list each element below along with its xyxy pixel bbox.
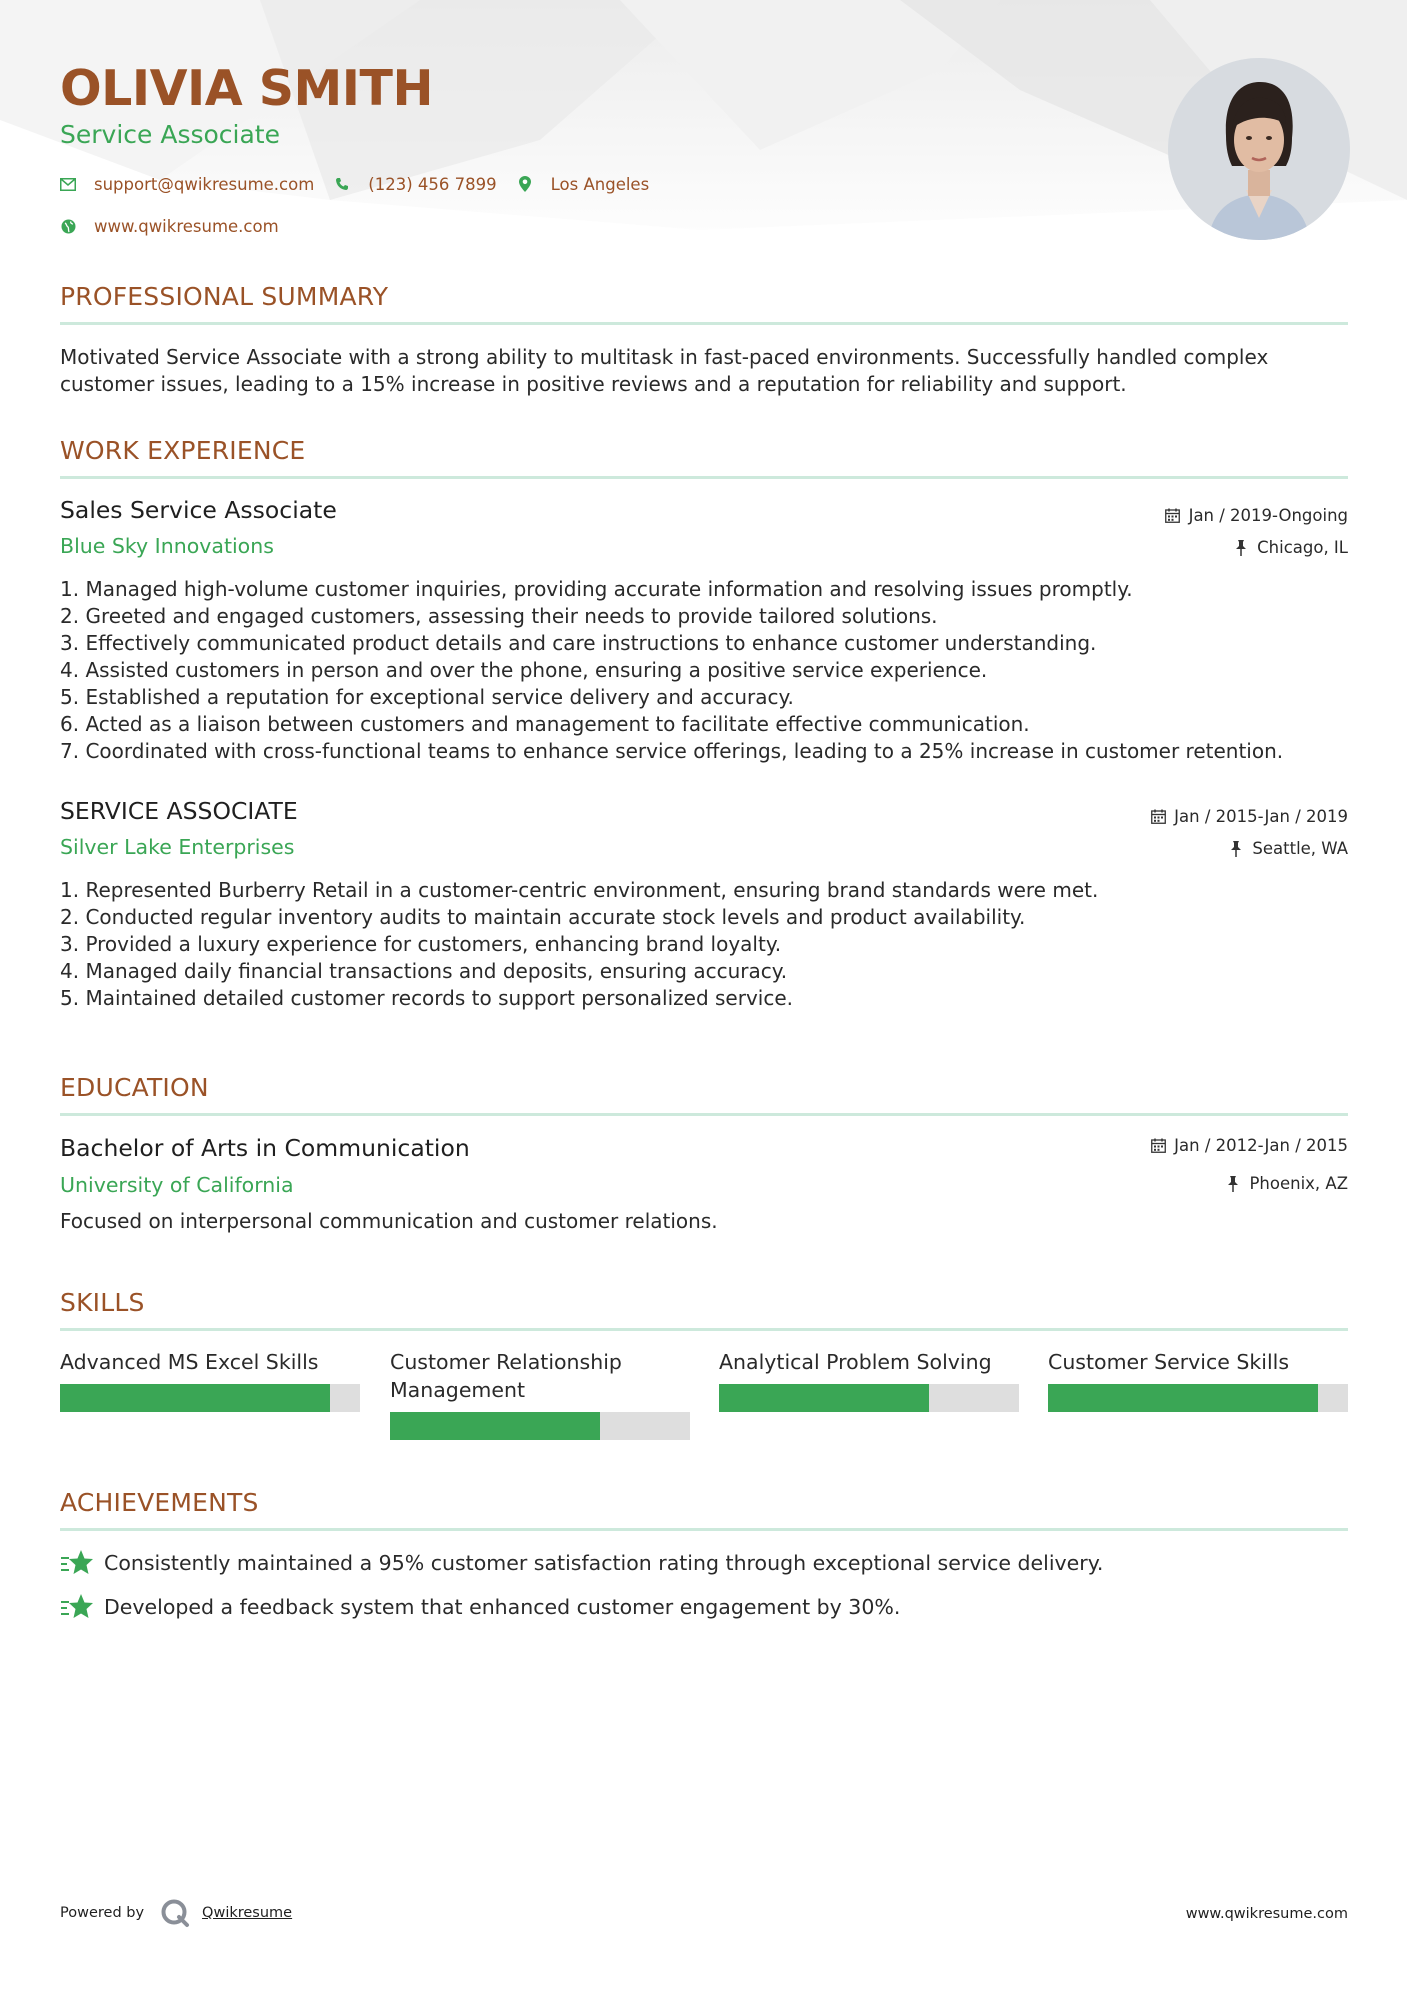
education-location <box>1225 1174 1348 1193</box>
skill-bar-fill <box>1048 1384 1318 1412</box>
skill-bar <box>1048 1384 1348 1412</box>
education-degree: Bachelor of Arts in Communication <box>60 1134 470 1162</box>
contact-website[interactable] <box>60 217 279 236</box>
powered-by-label: Powered by <box>60 1905 145 1921</box>
list-item: 4. Assisted customers in person and over the phone, ensuring a positive service experience. <box>60 658 988 682</box>
skill-item <box>390 1348 690 1440</box>
list-item: 3. Provided a luxury experience for customers, enhancing brand loyalty. <box>60 932 782 956</box>
skill-name: Analytical Problem Solving <box>719 1350 992 1374</box>
job-date <box>1150 807 1348 826</box>
section-title-summary: PROFESSIONAL SUMMARY <box>60 282 389 311</box>
calendar-icon <box>1165 508 1181 524</box>
skill-item <box>1048 1348 1348 1412</box>
contact-phone-text: (123) 456 7899 <box>368 174 497 194</box>
job-location <box>1233 538 1348 557</box>
job-duties-list <box>60 877 1348 1012</box>
footer-powered-by <box>60 1898 292 1928</box>
skill-item <box>60 1348 360 1412</box>
globe-icon <box>60 218 76 234</box>
star-badge-icon <box>60 1548 94 1578</box>
job-title: Sales Service Associate <box>60 496 337 524</box>
list-item: 2. Greeted and engaged customers, assessing their needs to provide tailored solutions. <box>60 604 938 628</box>
list-item: 6. Acted as a liaison between customers and management to facilitate effective communication. <box>60 712 1030 736</box>
skill-bar <box>60 1384 360 1412</box>
section-divider <box>60 1328 1348 1331</box>
list-item: 2. Conducted regular inventory audits to maintain accurate stock levels and product availability. <box>60 905 1026 929</box>
list-item: 1. Managed high-volume customer inquiries, providing accurate information and resolving issues promptly. <box>60 577 1133 601</box>
footer-website[interactable]: www.qwikresume.com <box>1185 1906 1348 1922</box>
map-pin-icon <box>517 176 533 192</box>
contact-email-text: support@qwikresume.com <box>94 174 315 194</box>
skill-bar-fill <box>390 1412 600 1440</box>
job-duties-list <box>60 576 1348 765</box>
pushpin-icon <box>1228 841 1244 857</box>
skill-bar <box>719 1384 1019 1412</box>
section-title-education: EDUCATION <box>60 1073 209 1102</box>
job-date-text: Jan / 2015-Jan / 2019 <box>1174 807 1348 826</box>
achievement-item <box>60 1592 900 1622</box>
list-item: 5. Established a reputation for exceptional service delivery and accuracy. <box>60 685 794 709</box>
brand-link[interactable]: Qwikresume <box>202 1905 293 1921</box>
contact-row-primary <box>60 172 669 196</box>
section-divider <box>60 322 1348 325</box>
candidate-name: OLIVIA SMITH <box>60 60 433 117</box>
summary-text: Motivated Service Associate with a strong ability to multitask in fast-paced environments. Successfully handled complex customer issues, leading to a 15% increase in positive reviews and a reputation for reliability and support. <box>60 345 1269 396</box>
skill-bar <box>390 1412 690 1440</box>
list-item: 4. Managed daily financial transactions and deposits, ensuring accuracy. <box>60 959 788 983</box>
job-title: SERVICE ASSOCIATE <box>60 797 298 825</box>
list-item: 5. Maintained detailed customer records to support personalized service. <box>60 986 793 1010</box>
phone-icon <box>334 176 350 192</box>
skill-item <box>719 1348 1019 1412</box>
job-date-text: Jan / 2019-Ongoing <box>1188 506 1348 525</box>
skill-name: Advanced MS Excel Skills <box>60 1350 319 1374</box>
section-divider <box>60 476 1348 479</box>
contact-phone[interactable] <box>334 175 496 194</box>
section-divider <box>60 1528 1348 1531</box>
contact-location-text: Los Angeles <box>550 174 650 194</box>
achievement-item <box>60 1548 1103 1578</box>
skill-bar-fill <box>60 1384 330 1412</box>
pushpin-icon <box>1233 540 1249 556</box>
envelope-icon <box>60 176 76 192</box>
achievement-text: Developed a feedback system that enhanced customer engagement by 30%. <box>104 1595 901 1619</box>
education-date-text: Jan / 2012-Jan / 2015 <box>1174 1136 1348 1155</box>
job-company: Blue Sky Innovations <box>60 534 274 558</box>
contact-row-secondary <box>60 214 299 238</box>
job-location <box>1228 839 1348 858</box>
section-title-experience: WORK EXPERIENCE <box>60 436 306 465</box>
job-location-text: Chicago, IL <box>1257 538 1348 557</box>
list-item: 7. Coordinated with cross-functional teams to enhance service offerings, leading to a 25% increase in customer retention. <box>60 739 1284 763</box>
calendar-icon <box>1150 1138 1166 1154</box>
achievement-text: Consistently maintained a 95% customer satisfaction rating through exceptional service delivery. <box>104 1551 1104 1575</box>
job-company: Silver Lake Enterprises <box>60 835 295 859</box>
pushpin-icon <box>1225 1176 1241 1192</box>
education-date <box>1150 1136 1348 1155</box>
section-divider <box>60 1113 1348 1116</box>
contact-website-text: www.qwikresume.com <box>94 216 279 236</box>
skill-bar-fill <box>719 1384 929 1412</box>
skill-name: Customer Service Skills <box>1048 1350 1290 1374</box>
list-item: 3. Effectively communicated product details and care instructions to enhance customer understanding. <box>60 631 1097 655</box>
job-date <box>1165 506 1348 525</box>
section-title-achievements: ACHIEVEMENTS <box>60 1488 259 1517</box>
education-location-text: Phoenix, AZ <box>1249 1174 1348 1193</box>
contact-email[interactable] <box>60 175 314 194</box>
resume-page <box>60 0 1348 1990</box>
calendar-icon <box>1150 809 1166 825</box>
skill-name: Customer Relationship Management <box>390 1350 622 1402</box>
list-item: 1. Represented Burberry Retail in a customer-centric environment, ensuring brand standards were met. <box>60 878 1099 902</box>
section-title-skills: SKILLS <box>60 1288 145 1317</box>
profile-photo <box>1168 58 1350 240</box>
education-description: Focused on interpersonal communication and customer relations. <box>60 1209 718 1233</box>
job-location-text: Seattle, WA <box>1252 839 1348 858</box>
candidate-role: Service Associate <box>60 120 280 149</box>
education-school: University of California <box>60 1173 294 1197</box>
star-badge-icon <box>60 1592 94 1622</box>
qwikresume-logo-icon <box>160 1898 190 1928</box>
contact-location <box>517 175 650 194</box>
